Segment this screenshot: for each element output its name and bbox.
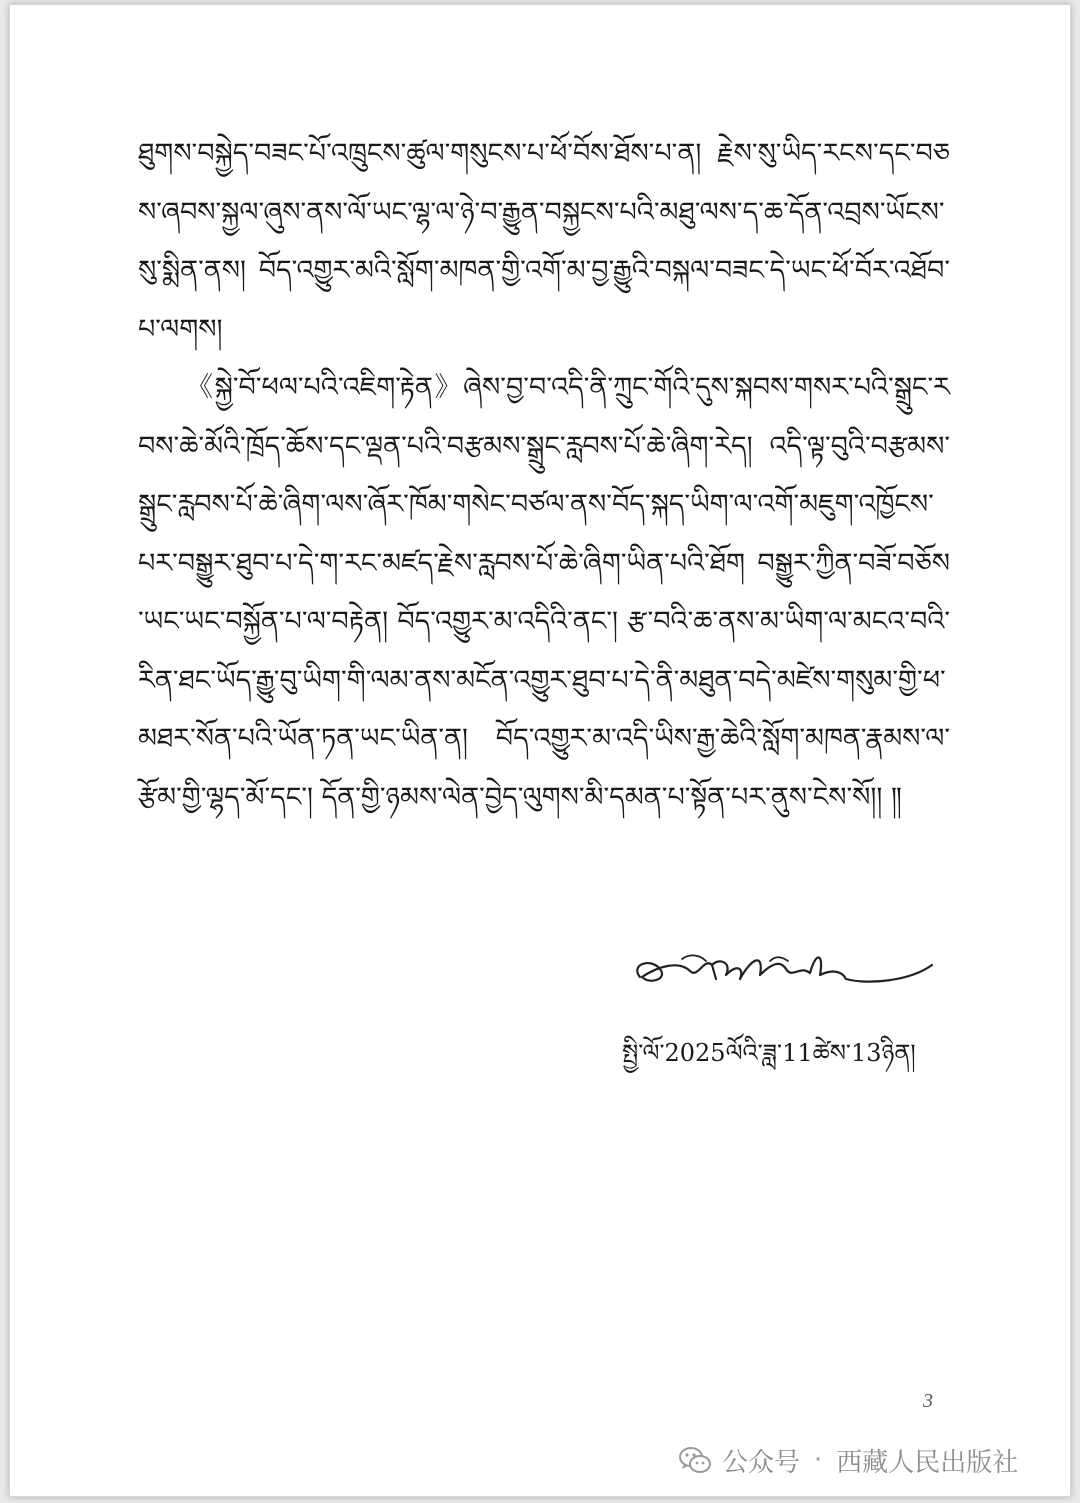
paragraph-2: 《སྐྱེ་བོ་ཕལ་པའི་འཇིག་རྟེན》ཞེས་བྱ་བ་འདི་ནི་ཀྲུང་གོའི་དུས་སྐབས་གསར་པའི་སྒྲུང་རབས་ཆེ་མོའི་ཁྲོད་ཆོས་དང་ལྡན་པའི་བརྩམས་སྒྲུང་རླབས་པོ་ཆེ་ཞིག་རེད། འདི་ལྟ་བུའི་བརྩམས་སྒྲུང་རླབས་པོ་ཆེ་ཞིག་ལས་ཞོར་ཁོམ་གསེང་བཙལ་ནས་བོད་སྐད་ཡིག་ལ་འགོ་མཇུག་འཁྱོངས་པར་བསྒྱུར་ཐུབ་པ་དེ་ག་རང་མཛད་རྗེས་རླབས་པོ་ཆེ་ཞིག་ཡིན་པའི་ཐོག བསྒྱུར་ཀྱིན་བཟོ་བཅོས་ཡང་ཡང་བསྐྱོན་པ་ལ་བརྟེན། བོད་འགྱུར་མ་འདིའི་ནང་། རྩ་བའི་ཆ་ནས་མ་ཡིག་ལ་མངའ་བའི་རིན་ཐང་ཡོད་རྒྱུ་བུ་ཡིག་གི་ལམ་ནས་མངོན་འགྱུར་ཐུབ་པ་དེ་ནི་མཐུན་བདེ་མཛེས་གསུམ་གྱི་ཕ་མཐར་སོན་པའི་ཡོན་ཏན་ཡང་ཡིན་ན། བོད་འགྱུར་མ་འདི་ཡིས་རྒྱ་ཆེའི་སློག་མཁན་རྣམས་ལ་རྩོམ་གྱི་ལྷད་མོ་དང་། དོན་གྱི་ཉམས་ལེན་བྱེད་ལུགས་མི་དམན་པ་སྟོན་པར་ནུས་ངེས་སོ།། ༎ bbox=[138, 372, 950, 813]
watermark-source: 公众号 bbox=[722, 1447, 801, 1478]
watermark-separator: · bbox=[814, 1445, 823, 1475]
watermark-publisher: 西藏人民出版社 bbox=[836, 1447, 1019, 1478]
body-text bbox=[138, 125, 950, 827]
signature-image bbox=[620, 935, 940, 1005]
date-line: སྤྱི་ལོ་2025ལོའི་ཟླ་11ཚེས་13ཉིན། bbox=[622, 1039, 916, 1067]
wechat-icon bbox=[678, 1445, 712, 1475]
watermark bbox=[678, 1440, 1018, 1480]
page-number: 3 bbox=[923, 1390, 933, 1412]
paragraph-1: ཐུགས་བསྐྱེད་བཟང་པོ་འཁྲུངས་ཚུལ་གསུངས་པ་ཕོ་བོས་ཐོས་པ་ན། རྗེས་སུ་ཡིད་རངས་དང་བཅས་ཞབས་སྐྱལ་ཞུས་ནས་ལོ་ཡང་ལྷ་ལ་ཉེ་བ་རྒྱུན་བསྐྱངས་པའི་མཐུ་ལས་ད་ཆ་དོན་འབྲས་ཡོངས་སུ་སྨིན་ནས། བོད་འགྱུར་མའི་སློག་མཁན་གྱི་འགོ་མ་བྱ་རྒྱུའི་བསྐལ་བཟང་དེ་ཡང་ཕོ་བོར་འཐོབ་པ་ལགས། bbox=[138, 138, 950, 345]
document-page bbox=[9, 4, 1071, 1497]
